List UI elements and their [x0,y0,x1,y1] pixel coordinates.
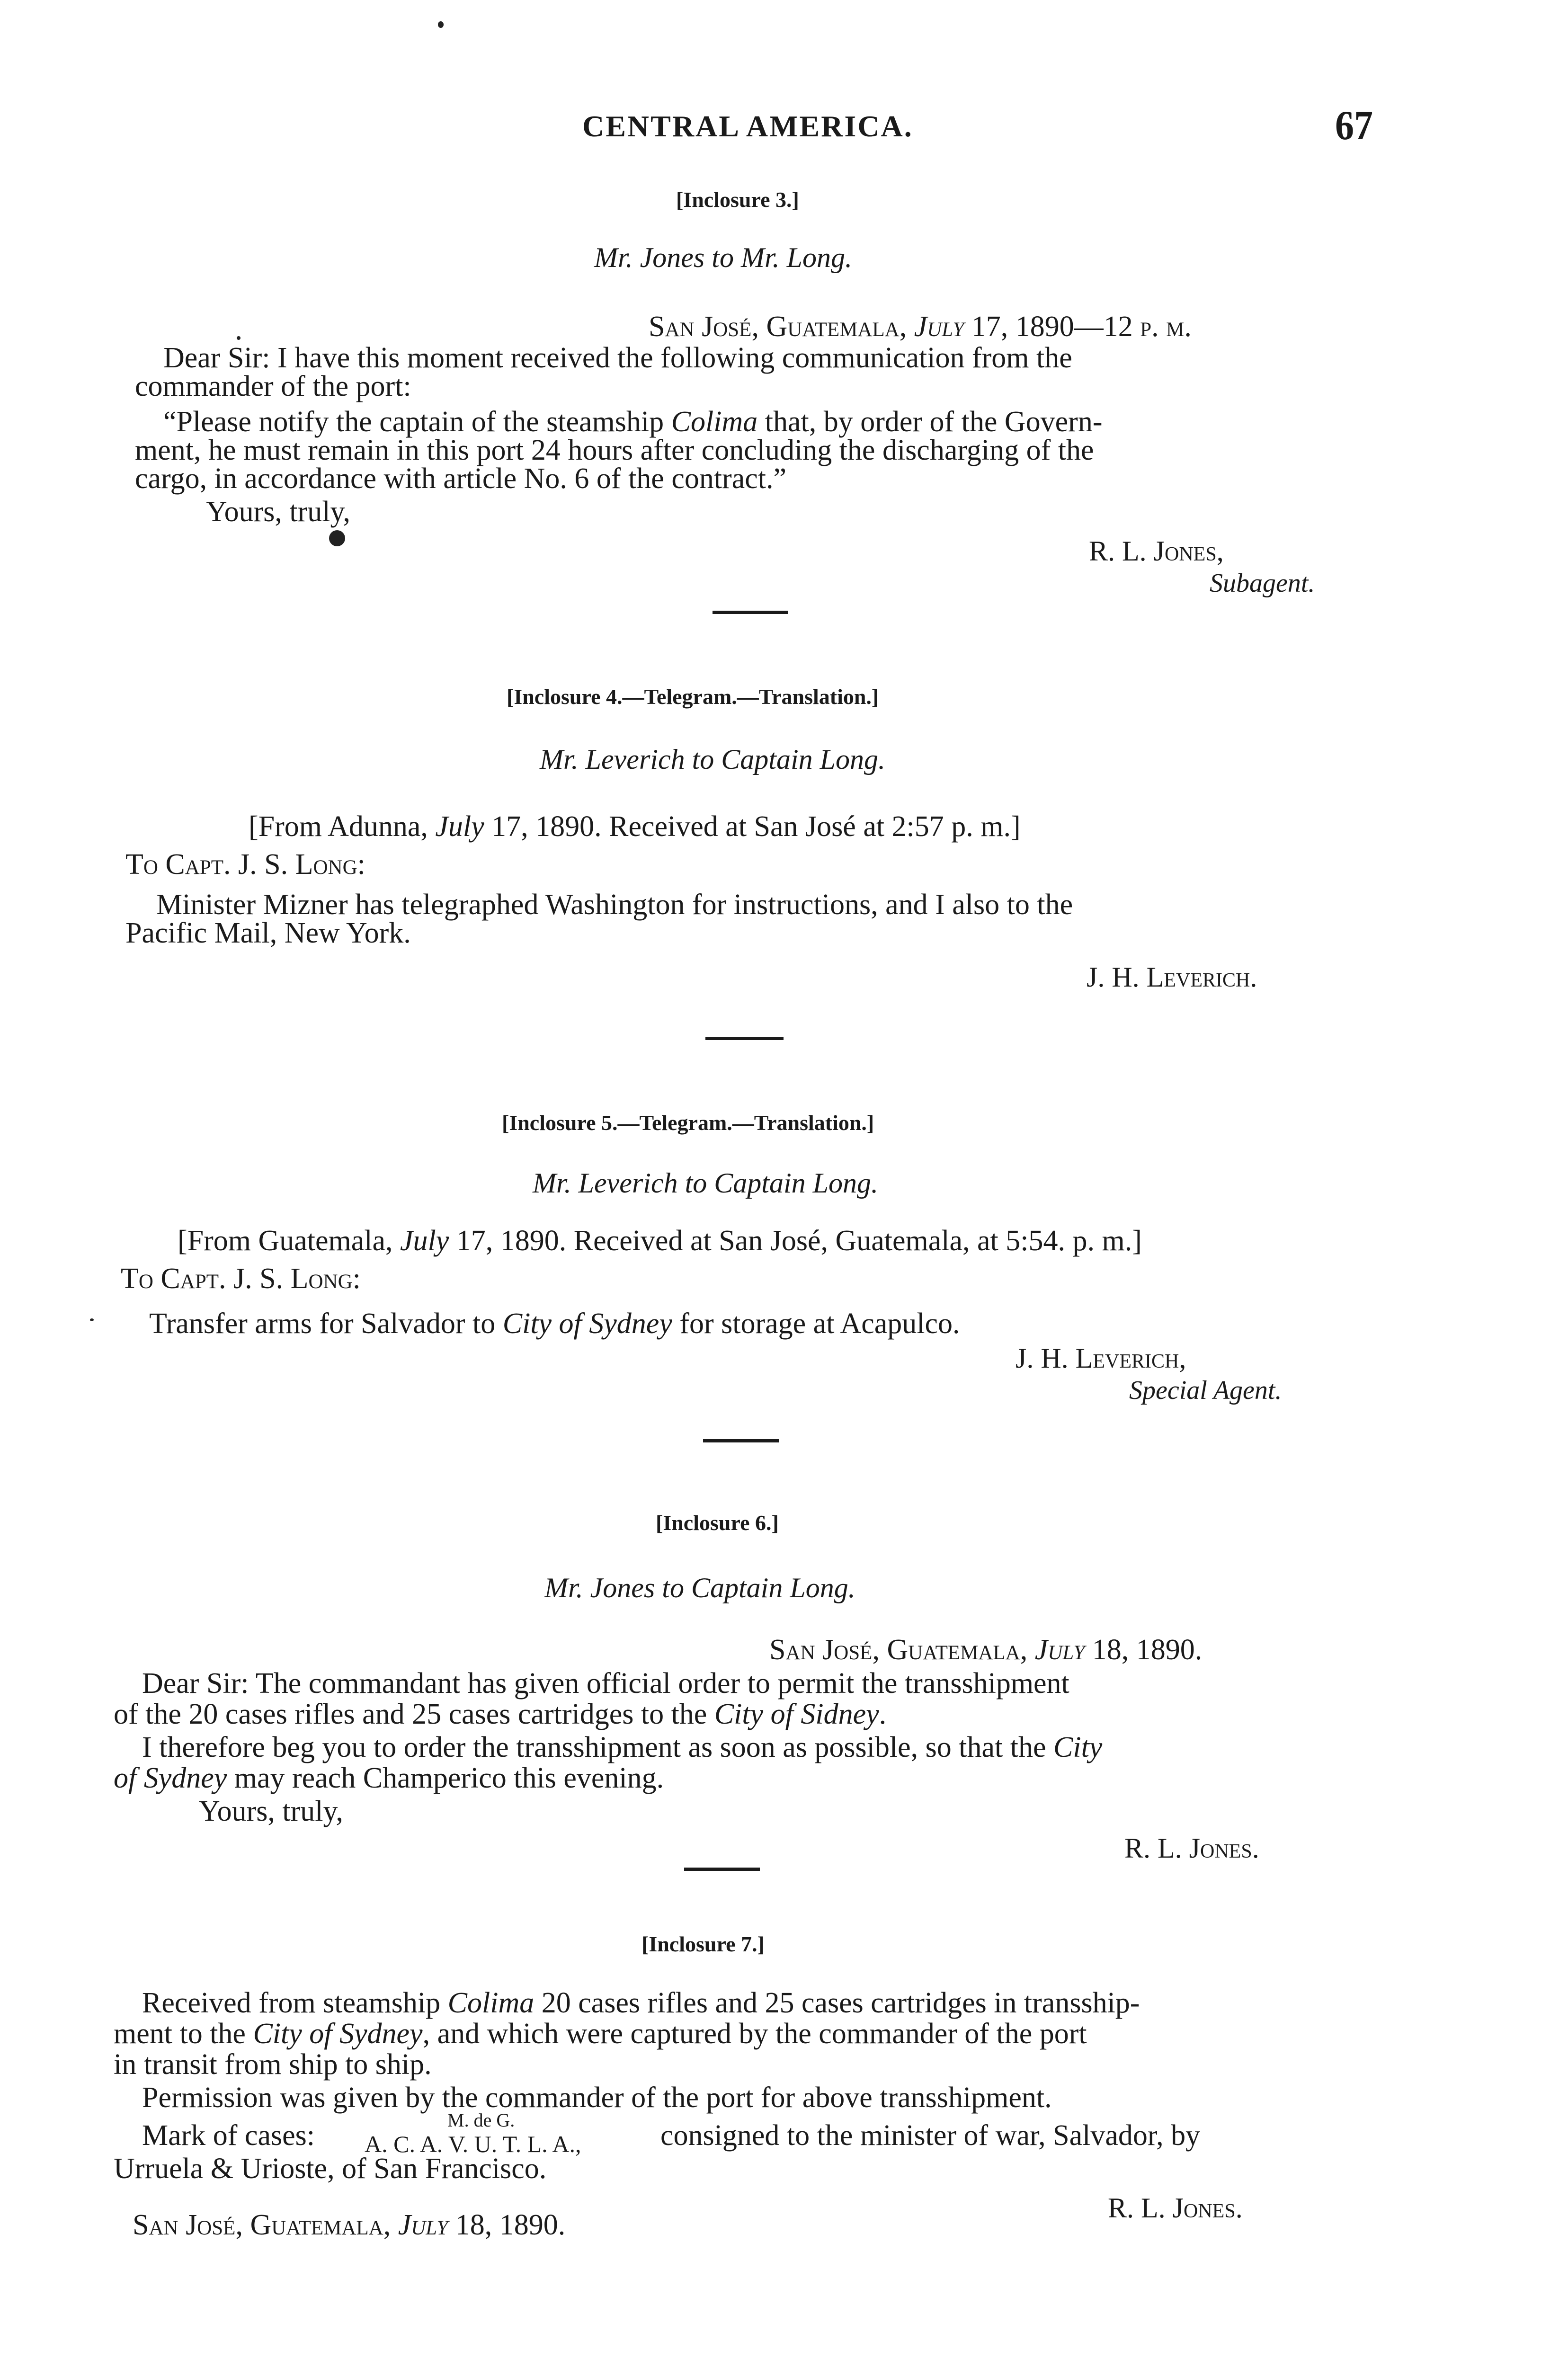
section-divider [705,1037,784,1040]
inclosure-4-addressee: To Capt. J. S. Long: [125,848,365,881]
page-number: 67 [1335,103,1373,149]
inclosure-7-line-5: consigned to the minister of war, Salvador, by [660,2119,1201,2152]
inclosure-6-label: [Inclosure 6.] [656,1511,779,1535]
inclosure-3-line-2: commander of the port: [135,370,411,402]
inclosure-4-line-2: Pacific Mail, New York. [125,917,411,949]
ink-spot [329,530,345,546]
inclosure-5-addressee: To Capt. J. S. Long: [121,1263,361,1295]
inclosure-6-line-3: I therefore beg you to order the transshipment as soon as possible, so that the City [142,1731,1103,1763]
section-divider [703,1439,779,1442]
ink-speck [237,336,241,340]
inclosure-3-signature-title: Subagent. [1210,569,1315,598]
ink-speck [90,1318,94,1321]
inclosure-3-dateline: San José, Guatemala, July 17, 1890—12 p. m. [649,311,1192,343]
running-head-title: CENTRAL AMERICA. [582,109,913,143]
inclosure-5-signature-title: Special Agent. [1129,1376,1282,1405]
inclosure-7-line-4: Permission was given by the commander of the port for above transshipment. [142,2082,1052,2114]
inclosure-5-received: [From Guatemala, July 17, 1890. Received at San José, Guatemala, at 5:54. p. m.] [178,1225,1142,1257]
inclosure-3-heading: Mr. Jones to Mr. Long. [594,242,853,273]
inclosure-4-heading: Mr. Leverich to Captain Long. [540,744,885,775]
inclosure-3-line-4: ment, he must remain in this port 24 hours after concluding the discharging of the [135,434,1094,466]
inclosure-7-line-2: ment to the City of Sydney, and which were captured by the commander of the port [114,2018,1087,2050]
section-divider [684,1868,760,1871]
inclosure-5-label: [Inclosure 5.—Telegram.—Translation.] [502,1111,874,1135]
inclosure-3-line-6: Yours, truly, [206,496,350,528]
inclosure-6-heading: Mr. Jones to Captain Long. [544,1572,855,1603]
inclosure-4-line-1: Minister Mizner has telegraphed Washington for instructions, and I also to the [156,889,1073,921]
inclosure-7-label: [Inclosure 7.] [641,1932,765,1956]
ink-speck [438,21,444,28]
inclosure-5-heading: Mr. Leverich to Captain Long. [533,1167,878,1199]
section-divider [713,611,788,614]
inclosure-3-line-1: Dear Sir: I have this moment received the following communication from the [163,342,1072,374]
inclosure-6-dateline: San José, Guatemala, July 18, 1890. [769,1634,1203,1666]
inclosure-3-line-5: cargo, in accordance with article No. 6 of the contract.” [135,463,786,495]
inclosure-5-signature: J. H. Leverich, [1016,1343,1186,1374]
inclosure-6-signature: R. L. Jones. [1124,1833,1259,1864]
inclosure-5-line-1: Transfer arms for Salvador to City of Sydney for storage at Acapulco. [149,1308,960,1340]
inclosure-4-label: [Inclosure 4.—Telegram.—Translation.] [507,685,879,709]
inclosure-6-line-2: of the 20 cases rifles and 25 cases cartridges to the City of Sidney. [114,1698,887,1730]
inclosure-6-line-4: of Sydney may reach Champerico this evening. [114,1762,664,1794]
inclosure-7-mark-code: A. C. A. V. U. T. L. A., [365,2131,581,2157]
inclosure-7-mark-superscript: M. de G. [447,2109,515,2131]
inclosure-7-line-6: Urruela & Urioste, of San Francisco. [114,2153,547,2185]
inclosure-3-signature: R. L. Jones, [1089,535,1224,567]
inclosure-7-mark-label: Mark of cases: [142,2119,315,2152]
inclosure-3-label: [Inclosure 3.] [676,187,799,212]
inclosure-7-line-3: in transit from ship to ship. [114,2048,432,2081]
inclosure-3-line-3: “Please notify the captain of the steamship Colima that, by order of the Govern- [163,406,1103,438]
inclosure-4-received: [From Adunna, July 17, 1890. Received at San José at 2:57 p. m.] [249,810,1021,843]
inclosure-4-signature: J. H. Leverich. [1087,961,1257,993]
inclosure-7-line-1: Received from steamship Colima 20 cases rifles and 25 cases cartridges in transship- [142,1987,1140,2019]
inclosure-6-line-1: Dear Sir: The commandant has given official order to permit the transshipment [142,1667,1069,1700]
inclosure-6-line-5: Yours, truly, [199,1795,343,1827]
inclosure-7-signature: R. L. Jones. [1108,2192,1243,2224]
inclosure-7-dateline: San José, Guatemala, July 18, 1890. [133,2209,566,2241]
